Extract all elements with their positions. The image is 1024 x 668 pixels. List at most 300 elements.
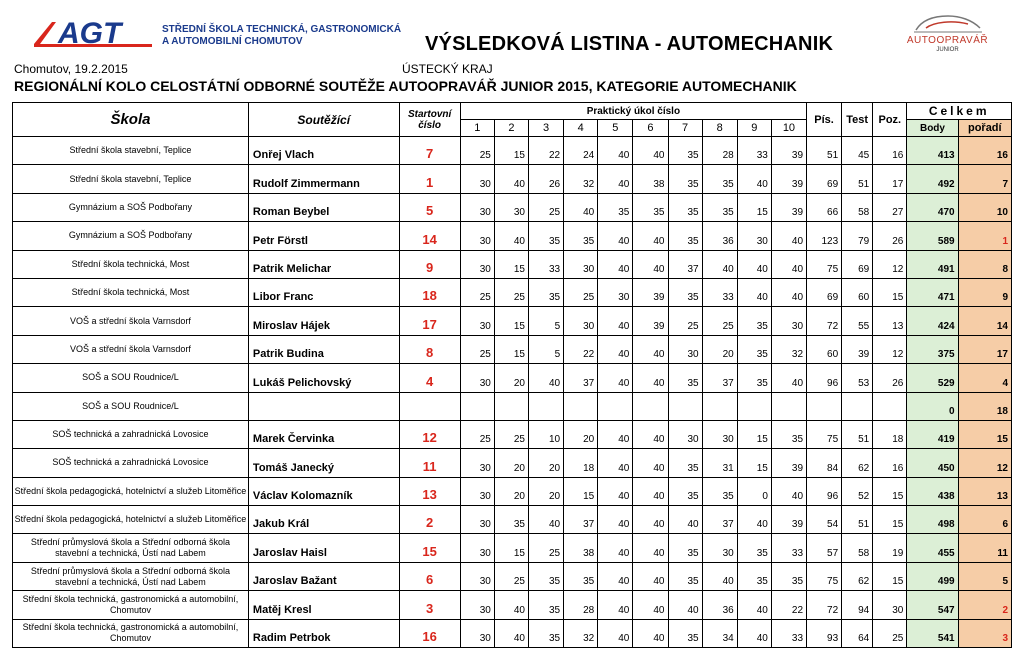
task-score-cell: 40 [633, 506, 668, 534]
total-points-cell: 450 [907, 449, 958, 477]
task-score-cell: 40 [668, 591, 702, 619]
task-score-cell: 35 [564, 562, 598, 590]
rank-cell: 1 [958, 222, 1011, 250]
task-score-cell: 30 [460, 193, 494, 221]
task-score-cell: 30 [460, 591, 494, 619]
col-school-header: Škola [13, 103, 249, 137]
task-score-cell: 35 [737, 562, 771, 590]
total-points-cell: 589 [907, 222, 958, 250]
task-score-cell: 40 [771, 278, 806, 306]
test-score-cell: 60 [842, 278, 873, 306]
total-points-cell: 541 [907, 619, 958, 647]
task-score-cell: 35 [668, 165, 702, 193]
task-score-cell: 15 [494, 137, 528, 165]
task-score-cell: 35 [737, 335, 771, 363]
task-score-cell [737, 392, 771, 420]
table-row [13, 250, 1012, 278]
start-number-cell: 6 [399, 562, 460, 590]
school-cell: Střední škola technická, gastronomická a automobilní, Chomutov [13, 591, 249, 619]
table-row [13, 364, 1012, 392]
task-score-cell: 40 [737, 278, 771, 306]
task-score-cell: 33 [529, 250, 564, 278]
task-score-cell: 30 [668, 335, 702, 363]
school-cell: Střední škola technická, Most [13, 250, 249, 278]
position-score-cell: 16 [873, 449, 907, 477]
task-score-cell: 22 [564, 335, 598, 363]
col-written-header: Pís. [807, 103, 842, 137]
task-score-cell [668, 392, 702, 420]
competitor-cell: Jakub Král [248, 506, 399, 534]
task-score-cell: 30 [460, 534, 494, 562]
task-score-cell: 25 [460, 278, 494, 306]
task-score-cell: 20 [494, 364, 528, 392]
task-score-cell: 39 [633, 307, 668, 335]
car-icon [912, 6, 984, 36]
written-score-cell: 72 [807, 591, 842, 619]
header-row-1 [13, 103, 1012, 120]
task-score-cell: 33 [702, 278, 737, 306]
task-number-header: 10 [771, 120, 806, 137]
task-score-cell [494, 392, 528, 420]
task-score-cell: 40 [598, 420, 633, 448]
task-score-cell: 5 [529, 335, 564, 363]
task-score-cell: 35 [529, 222, 564, 250]
task-score-cell: 40 [598, 506, 633, 534]
position-score-cell [873, 392, 907, 420]
task-score-cell: 40 [771, 222, 806, 250]
rank-cell: 6 [958, 506, 1011, 534]
task-score-cell: 40 [529, 364, 564, 392]
logo-text: AGT [58, 17, 122, 50]
task-score-cell: 35 [737, 307, 771, 335]
test-score-cell: 64 [842, 619, 873, 647]
position-score-cell: 15 [873, 562, 907, 590]
school-cell: Střední škola stavební, Teplice [13, 137, 249, 165]
task-score-cell: 40 [771, 477, 806, 505]
autoopravar-junior-logo [900, 6, 995, 62]
table-row [13, 534, 1012, 562]
task-score-cell: 30 [564, 250, 598, 278]
position-score-cell: 15 [873, 477, 907, 505]
task-score-cell: 30 [460, 449, 494, 477]
task-score-cell: 40 [633, 137, 668, 165]
table-row [13, 165, 1012, 193]
task-score-cell: 15 [737, 449, 771, 477]
task-score-cell: 35 [668, 449, 702, 477]
rank-cell: 11 [958, 534, 1011, 562]
task-score-cell: 40 [598, 477, 633, 505]
task-score-cell: 35 [668, 477, 702, 505]
total-points-cell: 375 [907, 335, 958, 363]
task-score-cell: 24 [564, 137, 598, 165]
task-score-cell: 40 [633, 222, 668, 250]
task-number-header: 9 [737, 120, 771, 137]
task-score-cell: 40 [668, 506, 702, 534]
test-score-cell: 79 [842, 222, 873, 250]
rank-cell: 8 [958, 250, 1011, 278]
school-cell: SOŠ a SOU Roudnice/L [13, 392, 249, 420]
task-score-cell: 40 [598, 165, 633, 193]
table-row [13, 619, 1012, 647]
written-score-cell: 75 [807, 250, 842, 278]
task-score-cell: 40 [529, 506, 564, 534]
table-row [13, 477, 1012, 505]
school-cell: Střední škola pedagogická, hotelnictví a služeb Litoměřice [13, 477, 249, 505]
task-score-cell: 40 [737, 619, 771, 647]
test-score-cell [842, 392, 873, 420]
task-score-cell: 20 [529, 477, 564, 505]
task-score-cell: 40 [633, 449, 668, 477]
task-score-cell: 37 [564, 506, 598, 534]
competitor-cell: Matěj Kresl [248, 591, 399, 619]
col-total-group-header: Celkem [907, 103, 1012, 120]
task-score-cell: 40 [737, 506, 771, 534]
task-score-cell: 28 [702, 137, 737, 165]
competitor-cell: Petr Förstl [248, 222, 399, 250]
table-row [13, 335, 1012, 363]
written-score-cell: 75 [807, 420, 842, 448]
task-score-cell: 40 [633, 477, 668, 505]
task-score-cell: 28 [564, 591, 598, 619]
school-cell: Střední škola stavební, Teplice [13, 165, 249, 193]
start-number-cell: 9 [399, 250, 460, 278]
task-score-cell: 40 [737, 250, 771, 278]
task-score-cell: 30 [564, 307, 598, 335]
task-score-cell: 30 [737, 222, 771, 250]
task-score-cell: 15 [494, 534, 528, 562]
test-score-cell: 55 [842, 307, 873, 335]
start-number-cell: 17 [399, 307, 460, 335]
page-title: VÝSLEDKOVÁ LISTINA - AUTOMECHANIK [425, 33, 834, 55]
table-row [13, 222, 1012, 250]
task-score-cell: 30 [460, 307, 494, 335]
competitor-cell [248, 392, 399, 420]
start-number-cell: 11 [399, 449, 460, 477]
test-score-cell: 51 [842, 506, 873, 534]
competitor-cell: Jaroslav Haisl [248, 534, 399, 562]
task-number-header: 1 [460, 120, 494, 137]
task-score-cell: 30 [460, 619, 494, 647]
written-score-cell: 57 [807, 534, 842, 562]
results-body [13, 137, 1012, 648]
total-points-cell: 455 [907, 534, 958, 562]
task-number-header: 4 [564, 120, 598, 137]
col-position-header: Poz. [873, 103, 907, 137]
rank-cell: 4 [958, 364, 1011, 392]
task-score-cell: 35 [529, 278, 564, 306]
total-points-cell: 491 [907, 250, 958, 278]
task-score-cell [529, 392, 564, 420]
competitor-cell: Marek Červinka [248, 420, 399, 448]
task-score-cell: 40 [633, 619, 668, 647]
school-cell: Střední škola technická, Most [13, 278, 249, 306]
task-score-cell: 39 [771, 137, 806, 165]
start-number-cell: 16 [399, 619, 460, 647]
table-row [13, 307, 1012, 335]
task-score-cell: 40 [494, 591, 528, 619]
rank-cell: 2 [958, 591, 1011, 619]
position-score-cell: 15 [873, 278, 907, 306]
task-number-header: 7 [668, 120, 702, 137]
task-score-cell: 35 [668, 222, 702, 250]
total-points-cell: 424 [907, 307, 958, 335]
task-score-cell: 32 [771, 335, 806, 363]
col-start-header [399, 103, 460, 137]
task-score-cell: 40 [633, 562, 668, 590]
task-score-cell: 35 [702, 477, 737, 505]
task-score-cell: 40 [598, 364, 633, 392]
task-score-cell: 35 [771, 420, 806, 448]
task-score-cell: 22 [771, 591, 806, 619]
start-number-cell: 1 [399, 165, 460, 193]
start-number-cell: 2 [399, 506, 460, 534]
task-score-cell: 30 [460, 222, 494, 250]
rank-cell: 9 [958, 278, 1011, 306]
task-score-cell: 36 [702, 591, 737, 619]
task-score-cell: 40 [771, 250, 806, 278]
start-number-cell: 18 [399, 278, 460, 306]
task-score-cell: 39 [771, 449, 806, 477]
task-score-cell: 40 [702, 562, 737, 590]
task-score-cell: 10 [529, 420, 564, 448]
task-score-cell: 40 [633, 591, 668, 619]
test-score-cell: 51 [842, 165, 873, 193]
task-score-cell: 15 [494, 307, 528, 335]
position-score-cell: 25 [873, 619, 907, 647]
task-score-cell: 35 [668, 562, 702, 590]
task-score-cell: 25 [460, 137, 494, 165]
competition-subtitle: REGIONÁLNÍ KOLO CELOSTÁTNÍ ODBORNÉ SOUTĚŽE AUTOOPRAVÁŘ JUNIOR 2015, KATEGORIE AUTOMECHANIK [14, 78, 797, 94]
school-cell: Střední průmyslová škola a Střední odborná škola stavební a technická, Ústí nad Labem [13, 562, 249, 590]
rank-cell: 16 [958, 137, 1011, 165]
task-score-cell: 20 [564, 420, 598, 448]
test-score-cell: 58 [842, 193, 873, 221]
rank-cell: 15 [958, 420, 1011, 448]
written-score-cell [807, 392, 842, 420]
total-points-cell: 413 [907, 137, 958, 165]
task-score-cell: 31 [702, 449, 737, 477]
task-score-cell: 35 [737, 534, 771, 562]
task-score-cell: 40 [494, 222, 528, 250]
task-score-cell: 35 [668, 193, 702, 221]
task-score-cell: 32 [564, 619, 598, 647]
task-number-header: 3 [529, 120, 564, 137]
task-score-cell: 37 [564, 364, 598, 392]
task-score-cell: 33 [771, 534, 806, 562]
position-score-cell: 12 [873, 335, 907, 363]
total-points-cell: 471 [907, 278, 958, 306]
test-score-cell: 94 [842, 591, 873, 619]
rank-cell: 5 [958, 562, 1011, 590]
rank-cell: 3 [958, 619, 1011, 647]
task-score-cell: 30 [771, 307, 806, 335]
task-score-cell: 37 [668, 250, 702, 278]
place-date: Chomutov, 19.2.2015 [14, 62, 128, 76]
task-score-cell: 15 [737, 193, 771, 221]
rank-cell: 7 [958, 165, 1011, 193]
task-score-cell: 40 [598, 335, 633, 363]
written-score-cell: 93 [807, 619, 842, 647]
task-score-cell: 20 [702, 335, 737, 363]
competitor-cell: Tomáš Janecký [248, 449, 399, 477]
task-score-cell [633, 392, 668, 420]
start-number-cell: 4 [399, 364, 460, 392]
task-score-cell: 25 [494, 420, 528, 448]
task-score-cell: 35 [668, 534, 702, 562]
task-score-cell: 35 [633, 193, 668, 221]
school-name-line1: STŘEDNÍ ŠKOLA TECHNICKÁ, GASTRONOMICKÁ [162, 24, 402, 35]
school-cell: SOŠ technická a zahradnická Lovosice [13, 420, 249, 448]
table-row [13, 449, 1012, 477]
task-score-cell: 30 [460, 477, 494, 505]
task-score-cell: 40 [564, 193, 598, 221]
table-row [13, 137, 1012, 165]
brand-sub: JUNIOR [936, 47, 959, 53]
written-score-cell: 51 [807, 137, 842, 165]
task-score-cell: 15 [564, 477, 598, 505]
rank-cell: 10 [958, 193, 1011, 221]
school-name-line2: A AUTOMOBILNÍ CHOMUTOV [162, 36, 303, 47]
task-score-cell: 15 [494, 335, 528, 363]
task-score-cell: 30 [668, 420, 702, 448]
start-header-line2: číslo [418, 119, 442, 131]
test-score-cell: 51 [842, 420, 873, 448]
school-cell: Střední škola technická, gastronomická a automobilní, Chomutov [13, 619, 249, 647]
task-score-cell: 5 [529, 307, 564, 335]
table-row [13, 420, 1012, 448]
task-score-cell: 25 [460, 335, 494, 363]
start-number-cell: 3 [399, 591, 460, 619]
rank-cell: 14 [958, 307, 1011, 335]
task-score-cell: 40 [598, 137, 633, 165]
task-score-cell: 30 [598, 278, 633, 306]
task-score-cell: 30 [460, 364, 494, 392]
task-score-cell: 35 [668, 137, 702, 165]
task-score-cell [771, 392, 806, 420]
competitor-cell: Radim Petrbok [248, 619, 399, 647]
task-score-cell: 35 [529, 562, 564, 590]
task-score-cell: 40 [598, 222, 633, 250]
task-score-cell: 40 [598, 619, 633, 647]
total-points-cell: 492 [907, 165, 958, 193]
start-number-cell: 7 [399, 137, 460, 165]
position-score-cell: 26 [873, 222, 907, 250]
start-number-cell: 15 [399, 534, 460, 562]
position-score-cell: 30 [873, 591, 907, 619]
task-score-cell: 35 [598, 193, 633, 221]
task-score-cell: 35 [668, 278, 702, 306]
task-score-cell: 20 [494, 449, 528, 477]
competitor-cell: Václav Kolomazník [248, 477, 399, 505]
written-score-cell: 69 [807, 278, 842, 306]
rank-cell: 17 [958, 335, 1011, 363]
task-score-cell: 32 [564, 165, 598, 193]
task-score-cell: 36 [702, 222, 737, 250]
written-score-cell: 96 [807, 477, 842, 505]
task-score-cell: 35 [529, 591, 564, 619]
start-number-cell: 14 [399, 222, 460, 250]
task-score-cell: 25 [494, 278, 528, 306]
task-score-cell: 25 [494, 562, 528, 590]
position-score-cell: 17 [873, 165, 907, 193]
school-name [162, 24, 401, 48]
task-score-cell: 38 [633, 165, 668, 193]
competitor-cell: Lukáš Pelichovský [248, 364, 399, 392]
rank-cell: 13 [958, 477, 1011, 505]
task-number-header: 2 [494, 120, 528, 137]
task-score-cell: 40 [598, 591, 633, 619]
task-score-cell: 20 [529, 449, 564, 477]
total-points-cell: 419 [907, 420, 958, 448]
task-number-header: 5 [598, 120, 633, 137]
task-score-cell: 38 [564, 534, 598, 562]
position-score-cell: 13 [873, 307, 907, 335]
task-number-header: 8 [702, 120, 737, 137]
task-score-cell: 40 [598, 449, 633, 477]
task-score-cell [460, 392, 494, 420]
written-score-cell: 54 [807, 506, 842, 534]
table-row [13, 392, 1012, 420]
task-score-cell: 34 [702, 619, 737, 647]
task-score-cell: 40 [737, 591, 771, 619]
test-score-cell: 52 [842, 477, 873, 505]
task-score-cell: 30 [494, 193, 528, 221]
position-score-cell: 18 [873, 420, 907, 448]
total-points-cell: 0 [907, 392, 958, 420]
task-score-cell: 35 [702, 165, 737, 193]
col-points-header: Body [907, 120, 958, 137]
task-score-cell: 40 [633, 534, 668, 562]
task-score-cell: 18 [564, 449, 598, 477]
task-score-cell: 40 [494, 619, 528, 647]
competitor-cell: Patrik Melichar [248, 250, 399, 278]
test-score-cell: 53 [842, 364, 873, 392]
school-cell: VOŠ a střední škola Varnsdorf [13, 335, 249, 363]
total-points-cell: 529 [907, 364, 958, 392]
task-score-cell: 35 [737, 364, 771, 392]
total-points-cell: 438 [907, 477, 958, 505]
position-score-cell: 26 [873, 364, 907, 392]
test-score-cell: 58 [842, 534, 873, 562]
total-points-cell: 498 [907, 506, 958, 534]
region: ÚSTECKÝ KRAJ [402, 62, 493, 76]
agt-logo [30, 14, 156, 54]
start-number-cell: 5 [399, 193, 460, 221]
table-row [13, 562, 1012, 590]
rank-cell: 18 [958, 392, 1011, 420]
task-score-cell: 40 [633, 420, 668, 448]
written-score-cell: 96 [807, 364, 842, 392]
competitor-cell: Rudolf Zimmermann [248, 165, 399, 193]
competitor-cell: Jaroslav Bažant [248, 562, 399, 590]
col-rank-header: pořadí [958, 120, 1011, 137]
task-score-cell: 30 [460, 165, 494, 193]
task-score-cell: 40 [494, 165, 528, 193]
task-score-cell: 33 [771, 619, 806, 647]
position-score-cell: 15 [873, 506, 907, 534]
task-score-cell: 25 [529, 193, 564, 221]
task-score-cell: 40 [702, 250, 737, 278]
task-number-header: 6 [633, 120, 668, 137]
test-score-cell: 39 [842, 335, 873, 363]
rank-cell: 12 [958, 449, 1011, 477]
school-cell: Střední škola pedagogická, hotelnictví a služeb Litoměřice [13, 506, 249, 534]
position-score-cell: 27 [873, 193, 907, 221]
task-score-cell: 35 [668, 619, 702, 647]
task-score-cell: 25 [529, 534, 564, 562]
school-cell: VOŠ a střední škola Varnsdorf [13, 307, 249, 335]
competitor-cell: Onřej Vlach [248, 137, 399, 165]
